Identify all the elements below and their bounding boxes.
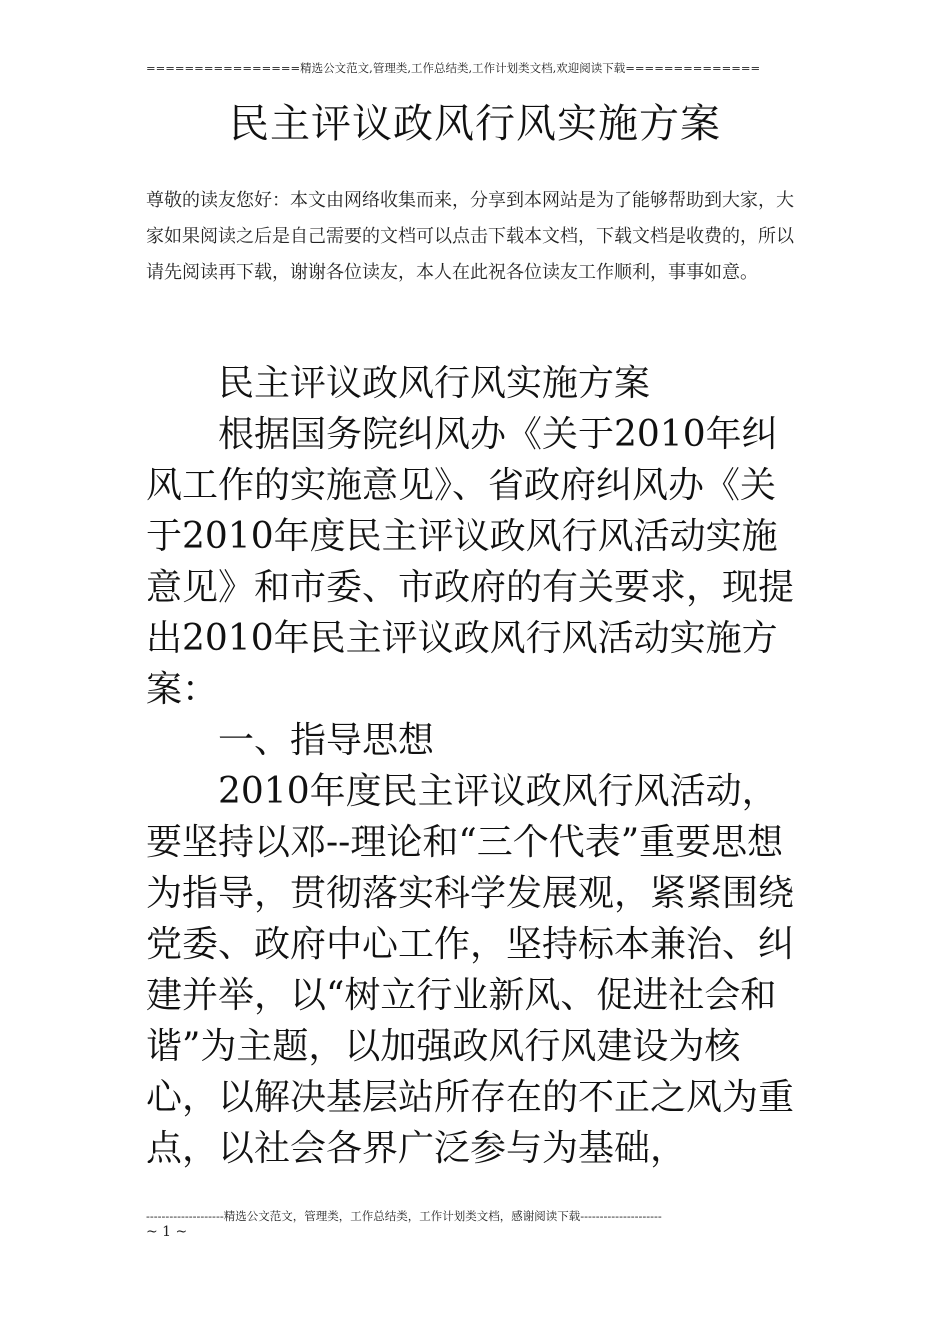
document-body [146, 358, 810, 1174]
body-heading: 民主评议政风行风实施方案 [218, 363, 651, 404]
body-paragraph-guiding-ideology: 2010年度民主评议政风行风活动，要坚持以邓--理论和“三个代表”重要思想为指导，贯彻落实科学发展观，紧紧围绕党委、政府中心工作，坚持标本兼治、纠建并举，以“树立行业新风、促进社会和谐”为主题，以加强政风行风建设为核心，以解决基层站所存在的不正之风为重点，以社会各界广泛参与为基础， [146, 771, 795, 1169]
page-header: ================精选公文范文,管理类,工作总结类,工作计划类文档,欢迎阅读下载============== [146, 61, 761, 75]
reader-notice: 尊敬的读友您好：本文由网络收集而来，分享到本网站是为了能够帮助到大家，大家如果阅读之后是自己需要的文档可以点击下载本文档，下载文档是收费的，所以请先阅读再下载，谢谢各位读友，本人在此祝各位读友工作顺利，事事如意。 [146, 190, 794, 283]
page-footer: --------------------精选公文范文，管理类，工作总结类，工作计划类文档，感谢阅读下载--------------------- [146, 1209, 662, 1223]
page-number: ~ 1 ~ [146, 1224, 188, 1240]
section-heading-guiding-ideology: 一、指导思想 [218, 720, 435, 761]
document-title: 民主评议政风行风实施方案 [229, 101, 721, 147]
body-paragraph-intro: 根据国务院纠风办《关于2010年纠风工作的实施意见》、省政府纠风办《关于2010年度民主评议政风行风活动实施意见》和市委、市政府的有关要求，现提出2010年民主评议政风行风活动实施方案： [146, 414, 795, 710]
